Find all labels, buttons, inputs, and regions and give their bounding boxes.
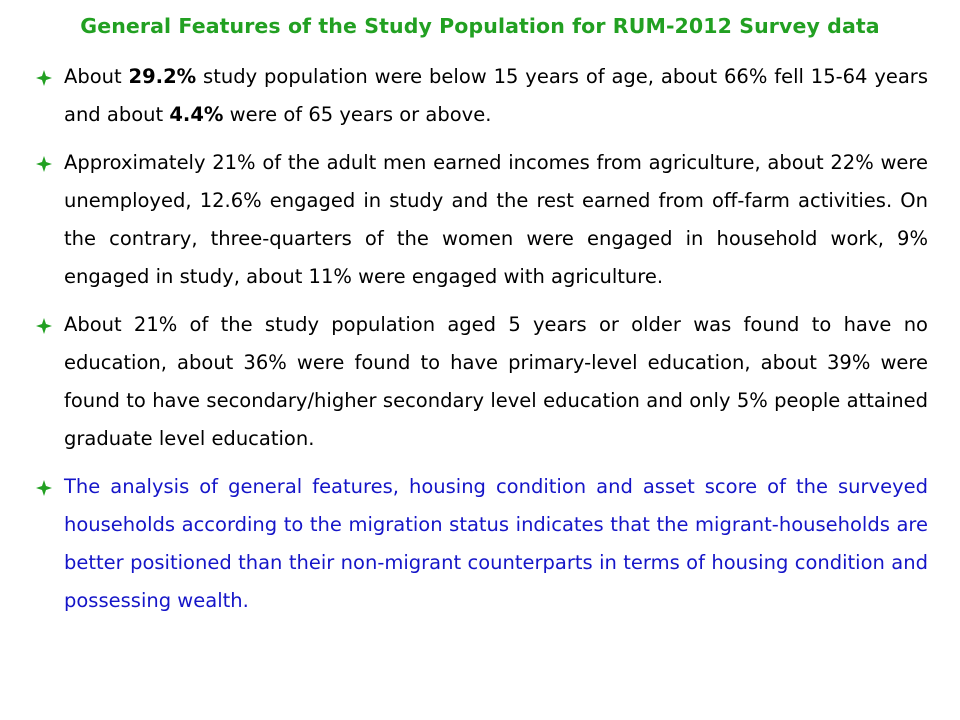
- bullet-item-education: [36, 306, 928, 458]
- diamond-bullet-icon: [36, 318, 52, 334]
- diamond-bullet-icon: [36, 480, 52, 496]
- highlight-value: 29.2%: [128, 65, 197, 88]
- diamond-bullet-icon: [36, 156, 52, 172]
- bullet-text: The analysis of general features, housing condition and asset score of the surveyed households according to the migration status indicates that the migrant-households are better positioned than their non-migrant counterparts in terms of housing condition and possessing wealth.: [64, 475, 928, 612]
- bullet-item-occupation: [36, 144, 928, 296]
- bullet-item-migration-analysis: [36, 468, 928, 620]
- slide-title: General Features of the Study Population for RUM-2012 Survey data: [80, 14, 880, 38]
- highlight-value: 4.4%: [169, 103, 224, 126]
- bullet-text: About 29.2% study population were below 15 years of age, about 66% fell 15-64 years and about 4.4% were of 65 years or above.: [64, 65, 928, 126]
- bullet-list: [36, 58, 928, 630]
- bullet-text: About 21% of the study population aged 5 years or older was found to have no education, about 36% were found to have primary-level education, about 39% were found to have secondary/higher secondary level education and only 5% people attained graduate level education.: [64, 313, 928, 450]
- diamond-bullet-icon: [36, 70, 52, 86]
- bullet-text: Approximately 21% of the adult men earned incomes from agriculture, about 22% were unemployed, 12.6% engaged in study and the rest earned from off-farm activities. On the contrary, three-quarters of the women were engaged in household work, 9% engaged in study, about 11% were engaged with agriculture.: [64, 151, 928, 288]
- bullet-item-age-distribution: [36, 58, 928, 134]
